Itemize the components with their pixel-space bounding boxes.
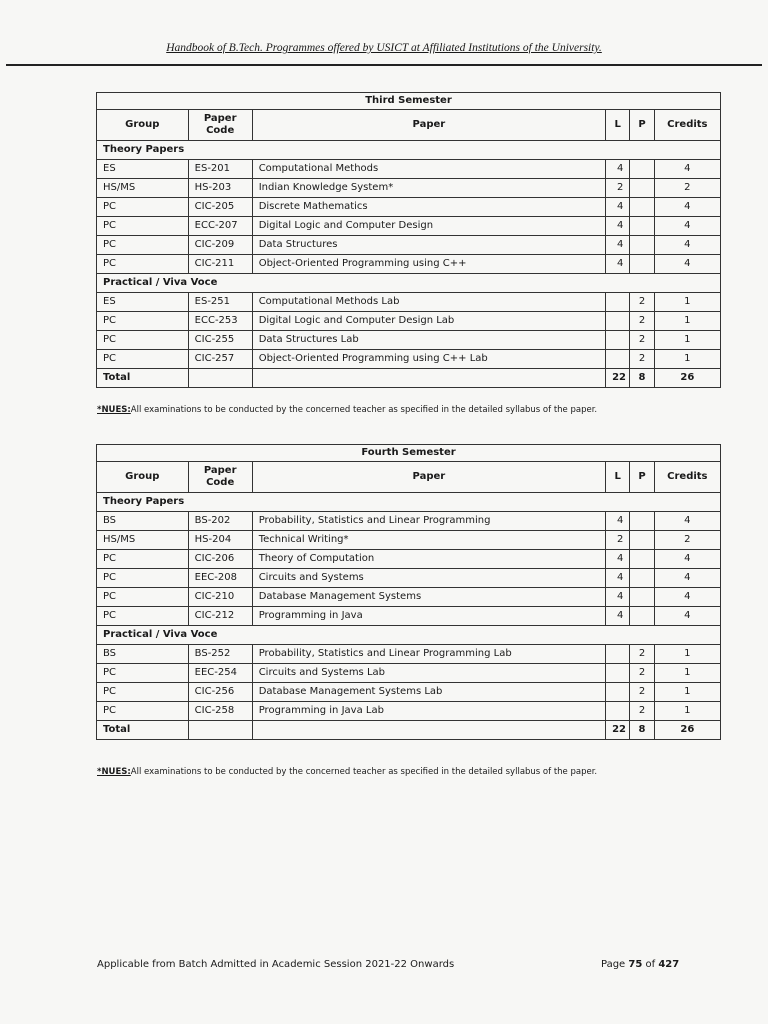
course-paper: Database Management Systems (252, 588, 605, 607)
course-lecture-hours: 4 (606, 160, 630, 179)
course-group: PC (97, 588, 189, 607)
course-group: PC (97, 255, 189, 274)
course-lecture-hours: 2 (606, 179, 630, 198)
fourth-semester-table (96, 444, 721, 740)
course-code: ECC-253 (188, 312, 252, 331)
course-code: HS-203 (188, 179, 252, 198)
course-practical-hours: 2 (630, 645, 654, 664)
course-code: BS-202 (188, 512, 252, 531)
course-lecture-hours (606, 331, 630, 350)
course-practical-hours (630, 569, 654, 588)
course-practical-hours (630, 588, 654, 607)
course-practical-hours: 2 (630, 683, 654, 702)
column-header-group: Group (97, 110, 189, 141)
course-row (97, 331, 721, 350)
course-code: CIC-211 (188, 255, 252, 274)
page-of: of (642, 959, 659, 970)
course-paper: Programming in Java (252, 607, 605, 626)
total-practical-hours: 8 (630, 721, 654, 740)
course-paper: Discrete Mathematics (252, 198, 605, 217)
course-paper: Digital Logic and Computer Design Lab (252, 312, 605, 331)
course-credits: 1 (654, 683, 720, 702)
course-code: CIC-258 (188, 702, 252, 721)
course-lecture-hours (606, 350, 630, 369)
course-code: EEC-254 (188, 664, 252, 683)
course-code: CIC-256 (188, 683, 252, 702)
course-practical-hours (630, 255, 654, 274)
total-empty-code (188, 721, 252, 740)
course-practical-hours (630, 236, 654, 255)
course-practical-hours (630, 160, 654, 179)
page-current: 75 (628, 959, 643, 970)
course-paper: Database Management Systems Lab (252, 683, 605, 702)
course-group: HS/MS (97, 179, 189, 198)
course-group: PC (97, 607, 189, 626)
course-code: ES-201 (188, 160, 252, 179)
column-header-paper: Paper (252, 462, 605, 493)
column-header-paper-code: Paper Code (188, 462, 252, 493)
course-code: CIC-255 (188, 331, 252, 350)
course-lecture-hours: 4 (606, 588, 630, 607)
course-lecture-hours: 4 (606, 198, 630, 217)
course-row (97, 160, 721, 179)
course-practical-hours: 2 (630, 350, 654, 369)
course-code: CIC-205 (188, 198, 252, 217)
course-practical-hours (630, 512, 654, 531)
course-row (97, 607, 721, 626)
course-paper: Digital Logic and Computer Design (252, 217, 605, 236)
course-practical-hours (630, 607, 654, 626)
page-total: 427 (658, 959, 680, 970)
course-credits: 4 (654, 512, 720, 531)
total-row (97, 721, 721, 740)
course-credits: 1 (654, 664, 720, 683)
course-paper: Circuits and Systems (252, 569, 605, 588)
total-label: Total (97, 369, 189, 388)
course-practical-hours: 2 (630, 664, 654, 683)
third-semester-table (96, 92, 721, 388)
course-group: PC (97, 683, 189, 702)
course-row (97, 255, 721, 274)
course-row (97, 236, 721, 255)
course-code: EEC-208 (188, 569, 252, 588)
course-paper: Object-Oriented Programming using C++ (252, 255, 605, 274)
course-lecture-hours (606, 645, 630, 664)
course-lecture-hours: 4 (606, 550, 630, 569)
total-lecture-hours: 22 (606, 721, 630, 740)
course-paper: Theory of Computation (252, 550, 605, 569)
total-practical-hours: 8 (630, 369, 654, 388)
course-lecture-hours: 4 (606, 236, 630, 255)
course-credits: 4 (654, 236, 720, 255)
course-group: PC (97, 217, 189, 236)
nues-note-text: All examinations to be conducted by the concerned teacher as specified in the detailed syllabus of the paper. (130, 405, 598, 415)
nues-note (97, 767, 597, 777)
course-code: ES-251 (188, 293, 252, 312)
total-credits: 26 (654, 721, 720, 740)
total-empty-code (188, 369, 252, 388)
section-header-row (97, 626, 721, 645)
total-empty-paper (252, 369, 605, 388)
semester-title: Fourth Semester (97, 445, 721, 462)
column-header-l: L (606, 110, 630, 141)
course-code: CIC-206 (188, 550, 252, 569)
course-group: ES (97, 160, 189, 179)
course-row (97, 702, 721, 721)
nues-note-prefix: *NUES: (97, 405, 131, 415)
course-credits: 1 (654, 312, 720, 331)
course-lecture-hours (606, 664, 630, 683)
course-credits: 1 (654, 702, 720, 721)
column-header-credits: Credits (654, 110, 720, 141)
course-row (97, 293, 721, 312)
header-rule (6, 64, 762, 66)
course-credits: 4 (654, 550, 720, 569)
total-lecture-hours: 22 (606, 369, 630, 388)
course-lecture-hours: 4 (606, 569, 630, 588)
course-practical-hours: 2 (630, 293, 654, 312)
section-header-row (97, 493, 721, 512)
course-credits: 2 (654, 179, 720, 198)
course-credits: 4 (654, 198, 720, 217)
footer-page-number (601, 959, 679, 970)
course-lecture-hours: 4 (606, 255, 630, 274)
column-header-credits: Credits (654, 462, 720, 493)
course-paper: Programming in Java Lab (252, 702, 605, 721)
course-group: ES (97, 293, 189, 312)
course-paper: Probability, Statistics and Linear Programming (252, 512, 605, 531)
section-label: Theory Papers (97, 141, 721, 160)
nues-note (97, 405, 597, 415)
course-paper: Circuits and Systems Lab (252, 664, 605, 683)
column-header-group: Group (97, 462, 189, 493)
page-prefix: Page (601, 959, 629, 970)
course-lecture-hours: 2 (606, 531, 630, 550)
course-group: PC (97, 350, 189, 369)
course-lecture-hours (606, 702, 630, 721)
course-paper: Indian Knowledge System* (252, 179, 605, 198)
course-paper: Computational Methods Lab (252, 293, 605, 312)
course-paper: Technical Writing* (252, 531, 605, 550)
course-code: CIC-212 (188, 607, 252, 626)
course-credits: 1 (654, 331, 720, 350)
course-credits: 1 (654, 293, 720, 312)
total-credits: 26 (654, 369, 720, 388)
course-group: PC (97, 312, 189, 331)
course-code: ECC-207 (188, 217, 252, 236)
total-label: Total (97, 721, 189, 740)
footer-applicability: Applicable from Batch Admitted in Academic Session 2021-22 Onwards (97, 959, 455, 970)
course-practical-hours (630, 198, 654, 217)
total-empty-paper (252, 721, 605, 740)
course-code: HS-204 (188, 531, 252, 550)
section-header-row (97, 141, 721, 160)
course-code: CIC-209 (188, 236, 252, 255)
course-row (97, 645, 721, 664)
course-practical-hours: 2 (630, 312, 654, 331)
course-practical-hours: 2 (630, 331, 654, 350)
course-row (97, 588, 721, 607)
course-lecture-hours: 4 (606, 217, 630, 236)
course-row (97, 531, 721, 550)
course-lecture-hours (606, 312, 630, 331)
semester-title: Third Semester (97, 93, 721, 110)
course-row (97, 350, 721, 369)
course-paper: Probability, Statistics and Linear Programming Lab (252, 645, 605, 664)
course-code: CIC-210 (188, 588, 252, 607)
course-row (97, 512, 721, 531)
column-header-paper: Paper (252, 110, 605, 141)
course-paper: Object-Oriented Programming using C++ Lab (252, 350, 605, 369)
course-paper: Data Structures Lab (252, 331, 605, 350)
course-practical-hours: 2 (630, 702, 654, 721)
column-header-l: L (606, 462, 630, 493)
course-group: PC (97, 331, 189, 350)
course-credits: 2 (654, 531, 720, 550)
course-lecture-hours (606, 293, 630, 312)
course-credits: 4 (654, 255, 720, 274)
course-row (97, 312, 721, 331)
course-credits: 1 (654, 645, 720, 664)
course-credits: 4 (654, 217, 720, 236)
nues-note-text: All examinations to be conducted by the concerned teacher as specified in the detailed syllabus of the paper. (130, 767, 598, 777)
course-group: HS/MS (97, 531, 189, 550)
course-practical-hours (630, 531, 654, 550)
course-row (97, 179, 721, 198)
section-label: Practical / Viva Voce (97, 274, 721, 293)
column-header-p: P (630, 462, 654, 493)
column-header-paper-code: Paper Code (188, 110, 252, 141)
course-group: BS (97, 645, 189, 664)
course-group: PC (97, 664, 189, 683)
course-row (97, 683, 721, 702)
course-group: PC (97, 198, 189, 217)
course-group: BS (97, 512, 189, 531)
course-group: PC (97, 236, 189, 255)
column-header-p: P (630, 110, 654, 141)
course-row (97, 217, 721, 236)
course-lecture-hours: 4 (606, 607, 630, 626)
course-code: BS-252 (188, 645, 252, 664)
course-practical-hours (630, 550, 654, 569)
course-group: PC (97, 702, 189, 721)
course-paper: Data Structures (252, 236, 605, 255)
section-label: Practical / Viva Voce (97, 626, 721, 645)
course-paper: Computational Methods (252, 160, 605, 179)
course-lecture-hours (606, 683, 630, 702)
course-credits: 4 (654, 607, 720, 626)
section-header-row (97, 274, 721, 293)
course-credits: 4 (654, 160, 720, 179)
course-practical-hours (630, 217, 654, 236)
course-lecture-hours: 4 (606, 512, 630, 531)
course-row (97, 550, 721, 569)
course-code: CIC-257 (188, 350, 252, 369)
course-row (97, 664, 721, 683)
section-label: Theory Papers (97, 493, 721, 512)
course-credits: 1 (654, 350, 720, 369)
course-row (97, 198, 721, 217)
course-row (97, 569, 721, 588)
course-group: PC (97, 569, 189, 588)
total-row (97, 369, 721, 388)
course-credits: 4 (654, 569, 720, 588)
course-practical-hours (630, 179, 654, 198)
handbook-header-title: Handbook of B.Tech. Programmes offered by USICT at Affiliated Institutions of the University. (166, 42, 602, 54)
course-credits: 4 (654, 588, 720, 607)
nues-note-prefix: *NUES: (97, 767, 131, 777)
course-group: PC (97, 550, 189, 569)
